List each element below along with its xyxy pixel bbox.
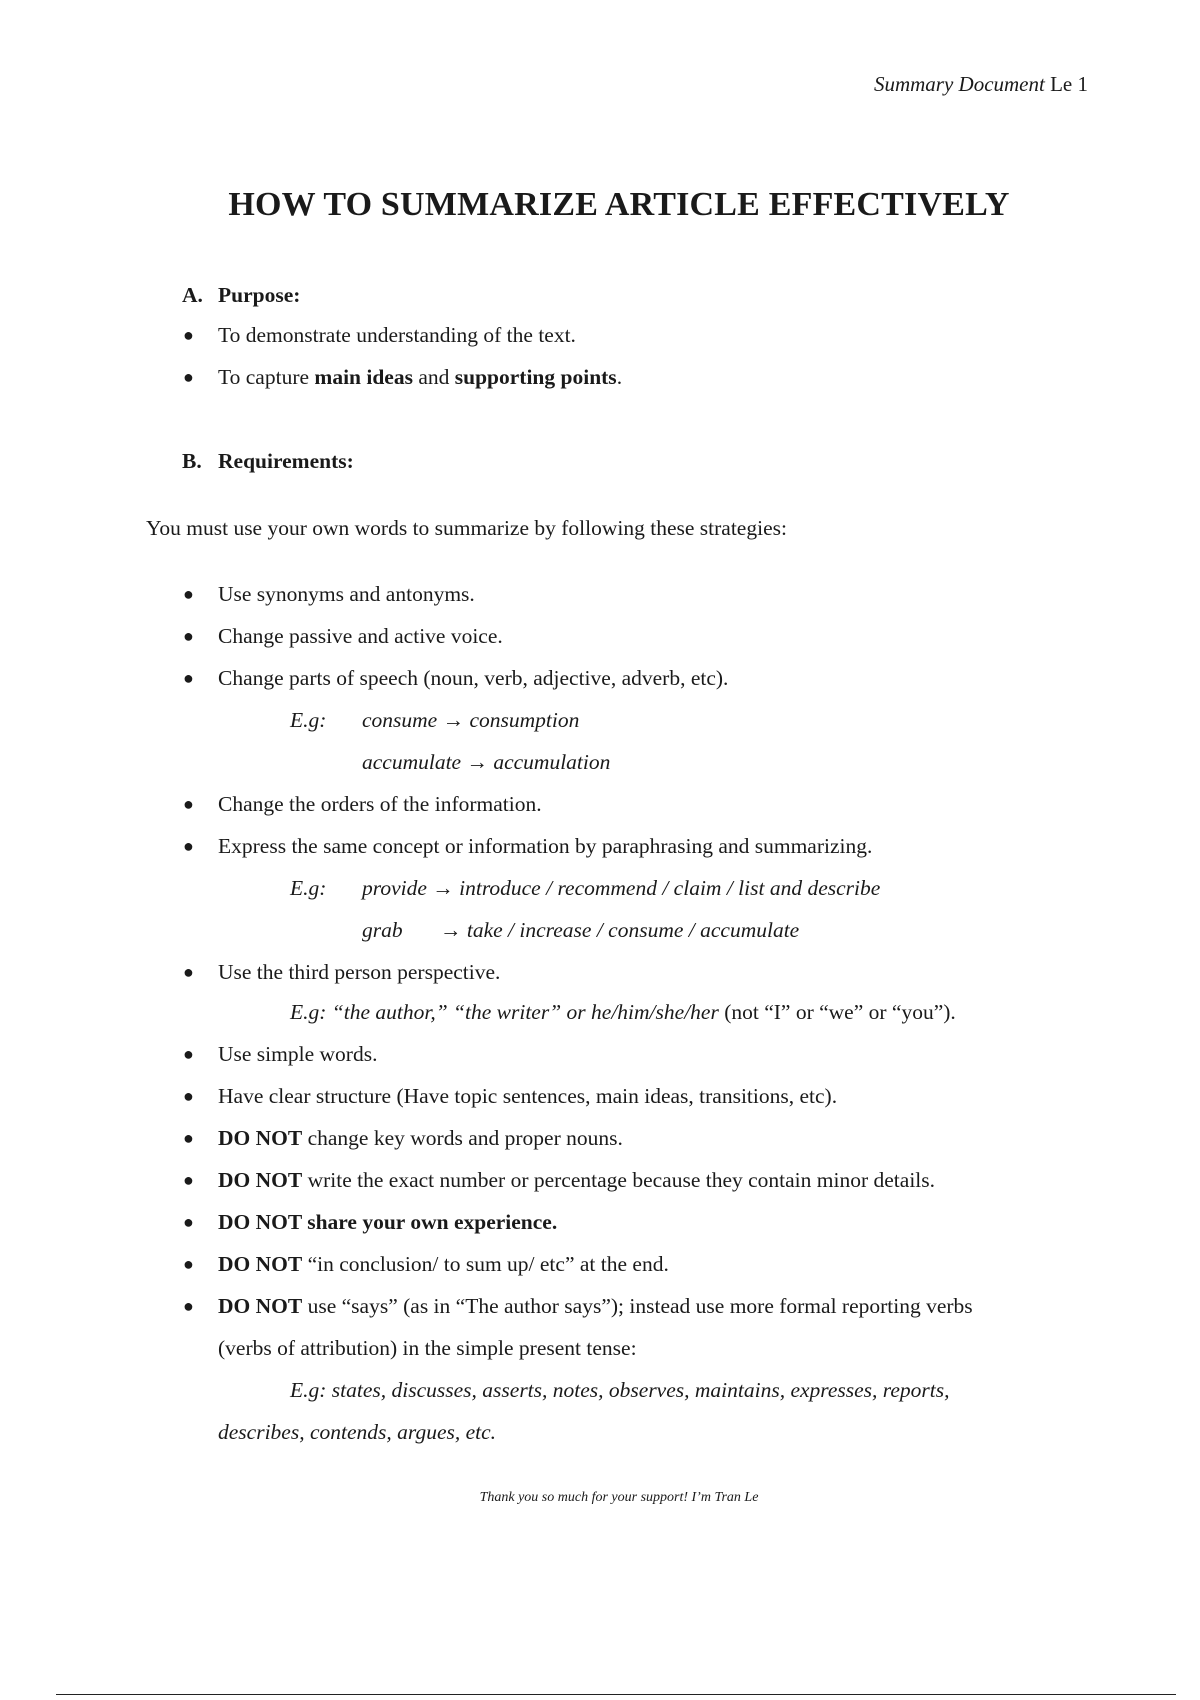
example-text: → take / increase / consume / accumulate bbox=[440, 918, 800, 942]
list-item: Change parts of speech (noun, verb, adjective, adverb, etc). bbox=[218, 666, 729, 690]
running-header bbox=[874, 72, 1088, 97]
bullet-icon: ● bbox=[183, 1170, 194, 1190]
example-label: E.g: bbox=[290, 708, 327, 732]
section-a-title: Purpose: bbox=[218, 283, 301, 307]
example-text: accumulate → accumulation bbox=[362, 750, 611, 774]
text-span: use “says” (as in “The author says”); instead use more formal reporting verbs bbox=[302, 1294, 973, 1318]
list-item: Use simple words. bbox=[218, 1042, 378, 1066]
page-title: HOW TO SUMMARIZE ARTICLE EFFECTIVELY bbox=[228, 186, 1010, 223]
bullet-icon: ● bbox=[183, 325, 194, 345]
bullet-icon: ● bbox=[183, 794, 194, 814]
header-doc-title: Summary Document bbox=[873, 72, 1045, 96]
list-item bbox=[218, 1294, 973, 1319]
bold-text: DO NOT bbox=[218, 1294, 303, 1318]
list-item: To demonstrate understanding of the text. bbox=[218, 323, 576, 347]
bullet-icon: ● bbox=[183, 962, 194, 982]
list-item bbox=[218, 1126, 623, 1151]
bullet-icon: ● bbox=[183, 626, 194, 646]
bold-text: DO NOT bbox=[218, 1168, 303, 1192]
bullet-icon: ● bbox=[183, 1044, 194, 1064]
bullet-icon: ● bbox=[183, 584, 194, 604]
example-text: provide → introduce / recommend / claim / list and describe bbox=[362, 876, 881, 900]
example-text bbox=[290, 1000, 956, 1025]
list-item-continuation: (verbs of attribution) in the simple present tense: bbox=[218, 1336, 637, 1360]
bold-text: supporting points bbox=[454, 365, 617, 389]
bold-text: DO NOT bbox=[218, 1126, 303, 1150]
list-item: Change passive and active voice. bbox=[218, 624, 503, 648]
intro-paragraph: You must use your own words to summarize by following these strategies: bbox=[146, 516, 787, 540]
text-span: To capture bbox=[218, 365, 315, 389]
bullet-icon: ● bbox=[183, 1128, 194, 1148]
section-b-title: Requirements: bbox=[218, 449, 354, 473]
section-b-letter: B. bbox=[182, 449, 202, 473]
list-item: Have clear structure (Have topic sentences, main ideas, transitions, etc). bbox=[218, 1084, 838, 1108]
example-text: E.g: states, discusses, asserts, notes, observes, maintains, expresses, reports, bbox=[290, 1378, 950, 1402]
list-item: Express the same concept or information by paraphrasing and summarizing. bbox=[218, 834, 873, 858]
text-span: . bbox=[616, 365, 623, 389]
text-span: and bbox=[412, 365, 455, 389]
list-item bbox=[218, 1252, 669, 1277]
example-text: consume → consumption bbox=[362, 708, 580, 732]
example-label: E.g: bbox=[290, 876, 327, 900]
list-item: DO NOT share your own experience. bbox=[218, 1210, 558, 1234]
example-text: describes, contends, argues, etc. bbox=[218, 1420, 497, 1444]
bullet-icon: ● bbox=[183, 668, 194, 688]
page-divider bbox=[56, 1694, 1176, 1695]
text-span: “in conclusion/ to sum up/ etc” at the end. bbox=[302, 1252, 669, 1276]
list-item: Change the orders of the information. bbox=[218, 792, 542, 816]
list-item bbox=[218, 365, 622, 390]
list-item bbox=[218, 1168, 935, 1193]
bullet-icon: ● bbox=[183, 1086, 194, 1106]
text-span: write the exact number or percentage because they contain minor details. bbox=[302, 1168, 936, 1192]
list-item: Use the third person perspective. bbox=[218, 960, 501, 984]
bold-text: main ideas bbox=[314, 365, 413, 389]
text-span: change key words and proper nouns. bbox=[302, 1126, 623, 1150]
footer-note: Thank you so much for your support! I’m Tran Le bbox=[479, 1490, 759, 1505]
italic-text: E.g: “the author,” “the writer” or he/him/she/her bbox=[290, 1000, 719, 1024]
bullet-icon: ● bbox=[183, 1296, 194, 1316]
header-author-page: Le 1 bbox=[1050, 72, 1088, 96]
text-span: (not “I” or “we” or “you”). bbox=[718, 1000, 956, 1024]
list-item: Use synonyms and antonyms. bbox=[218, 582, 475, 606]
bullet-icon: ● bbox=[183, 1254, 194, 1274]
section-a-heading bbox=[182, 283, 300, 308]
section-a-letter: A. bbox=[182, 283, 203, 307]
bold-text: DO NOT bbox=[218, 1252, 303, 1276]
example-text: grab bbox=[362, 918, 403, 942]
bullet-icon: ● bbox=[183, 367, 194, 387]
bullet-icon: ● bbox=[183, 1212, 194, 1232]
section-b-heading bbox=[182, 449, 354, 474]
bullet-icon: ● bbox=[183, 836, 194, 856]
